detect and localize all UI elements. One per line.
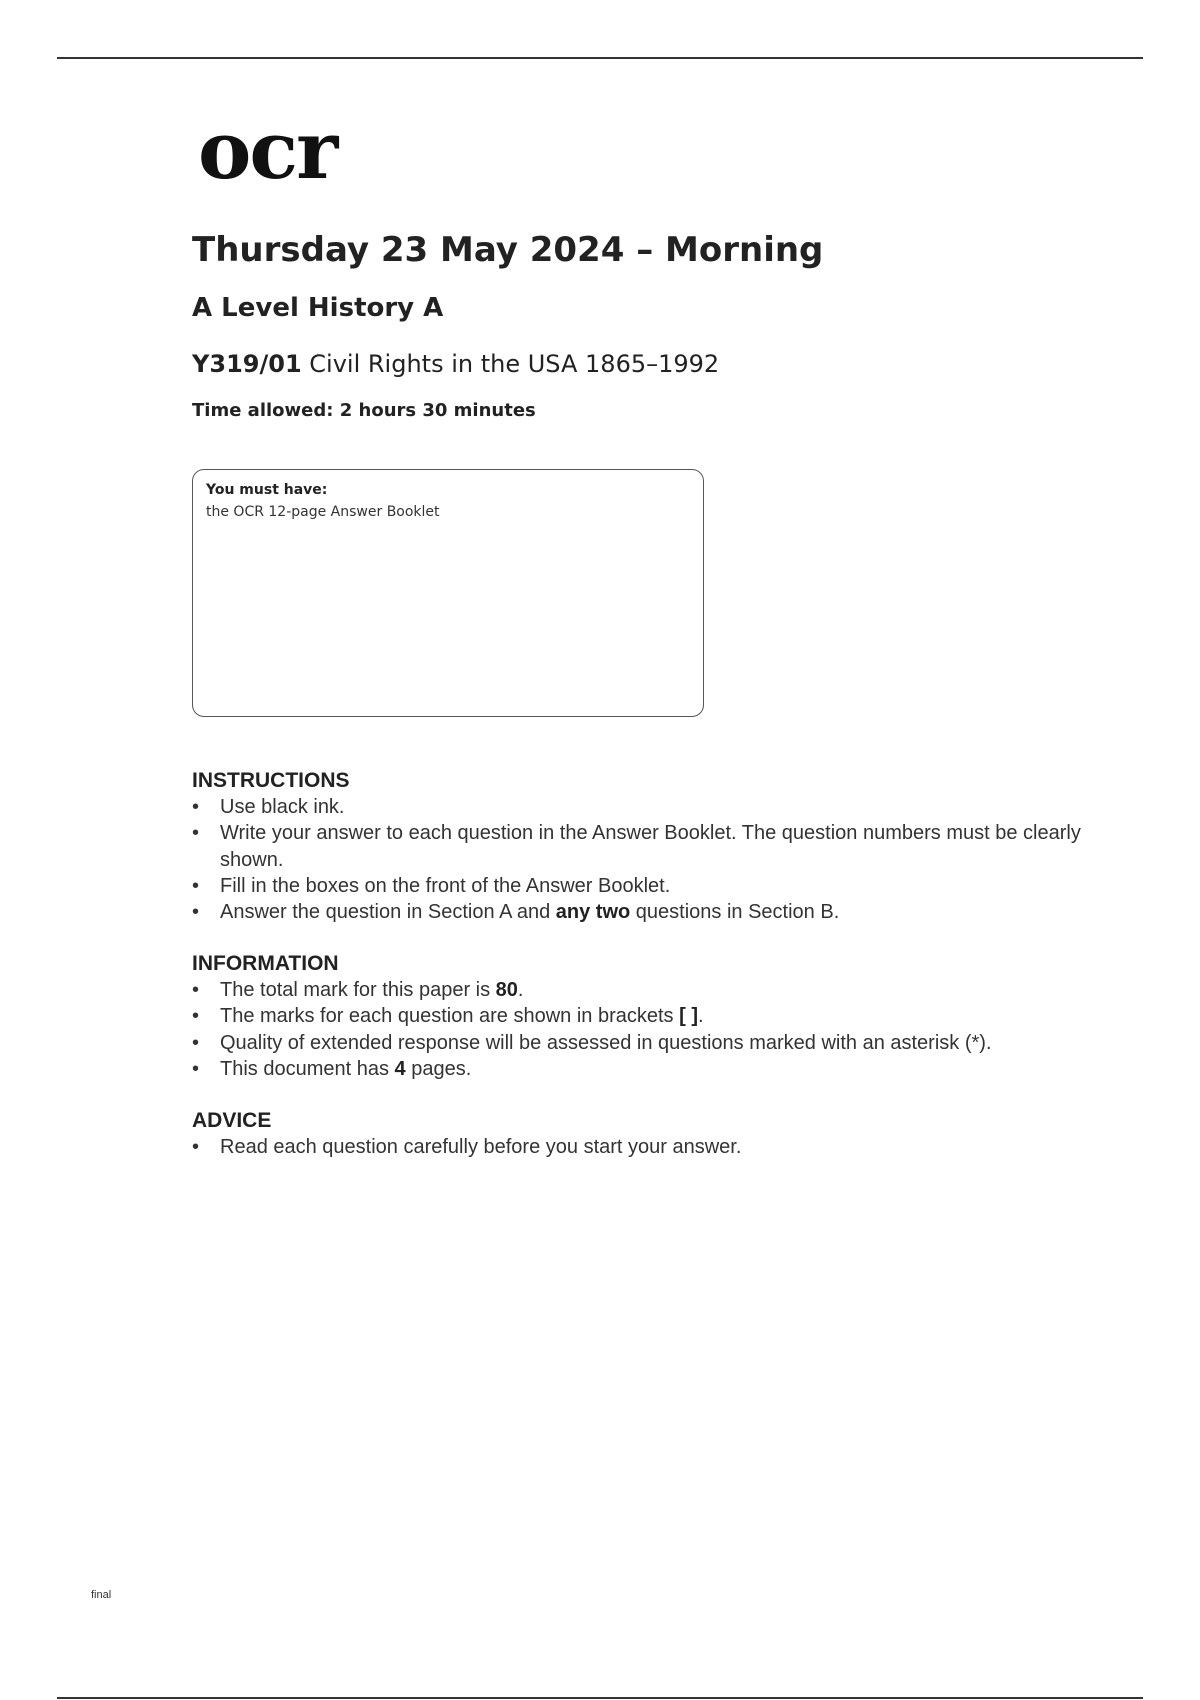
- unit-line: [192, 350, 719, 378]
- unit-title: Civil Rights in the USA 1865–1992: [309, 350, 720, 378]
- brackets-symbol: [ ]: [679, 1005, 699, 1028]
- instruction-text: Use black ink.: [220, 796, 345, 818]
- list-item: [192, 1030, 1092, 1056]
- list-item: [192, 873, 1092, 899]
- bullet-icon: •: [192, 1005, 200, 1028]
- bottom-rule: [57, 1697, 1143, 1699]
- instructions-list: [192, 794, 1092, 925]
- information-text: Quality of extended response will be assessed in questions marked with an asterisk (*).: [220, 1031, 992, 1054]
- instruction-text: Write your answer to each question in the Answer Booklet. The question numbers must be clearly shown.: [220, 822, 1081, 871]
- list-item: [192, 794, 1092, 820]
- ocr-logo: ocr: [198, 103, 337, 197]
- bullet-icon: •: [192, 874, 200, 897]
- instructions-section: [192, 768, 1092, 925]
- information-text: .: [698, 1005, 704, 1028]
- unit-code: Y319/01: [192, 350, 302, 378]
- list-item: [192, 1003, 1092, 1029]
- advice-section: [192, 1108, 1092, 1160]
- instruction-emphasis: any two: [555, 901, 631, 924]
- page-count: 4: [394, 1057, 406, 1080]
- information-text: pages.: [405, 1057, 472, 1080]
- list-item: [192, 1134, 1092, 1160]
- bullet-icon: •: [192, 901, 200, 924]
- must-have-title: You must have:: [206, 482, 328, 498]
- bullet-icon: •: [192, 1057, 200, 1080]
- bullet-icon: •: [192, 979, 200, 1001]
- must-have-item: the OCR 12-page Answer Booklet: [206, 504, 440, 520]
- time-allowed: Time allowed: 2 hours 30 minutes: [192, 400, 536, 421]
- qualification-title: A Level History A: [192, 293, 444, 323]
- advice-text: Read each question carefully before you start your answer.: [220, 1136, 742, 1158]
- information-text: .: [517, 979, 524, 1001]
- information-heading: INFORMATION: [192, 952, 339, 975]
- bullet-icon: •: [192, 1031, 200, 1054]
- list-item: [192, 977, 1092, 1003]
- information-list: [192, 977, 1092, 1082]
- list-item: [192, 899, 1092, 925]
- advice-heading: ADVICE: [192, 1109, 272, 1132]
- information-text: This document has: [220, 1057, 395, 1080]
- top-rule: [57, 57, 1143, 59]
- bullet-icon: •: [192, 1136, 200, 1158]
- instructions-heading: INSTRUCTIONS: [192, 769, 350, 792]
- instruction-text: Fill in the boxes on the front of the Answer Booklet.: [220, 874, 671, 897]
- bullet-icon: •: [192, 796, 200, 818]
- total-marks: 80: [495, 979, 518, 1001]
- information-text: The total mark for this paper is: [220, 979, 496, 1001]
- bullet-icon: •: [192, 822, 200, 845]
- list-item: [192, 1056, 1092, 1082]
- information-text: The marks for each question are shown in brackets: [220, 1005, 680, 1028]
- advice-list: [192, 1134, 1092, 1160]
- list-item: [192, 820, 1092, 873]
- instruction-text: questions in Section B.: [630, 901, 840, 924]
- exam-date: Thursday 23 May 2024 – Morning: [192, 230, 824, 270]
- footer-note: final: [91, 1589, 112, 1601]
- must-have-box: [192, 469, 704, 717]
- instruction-text: Answer the question in Section A and: [220, 901, 556, 924]
- information-section: [192, 951, 1092, 1082]
